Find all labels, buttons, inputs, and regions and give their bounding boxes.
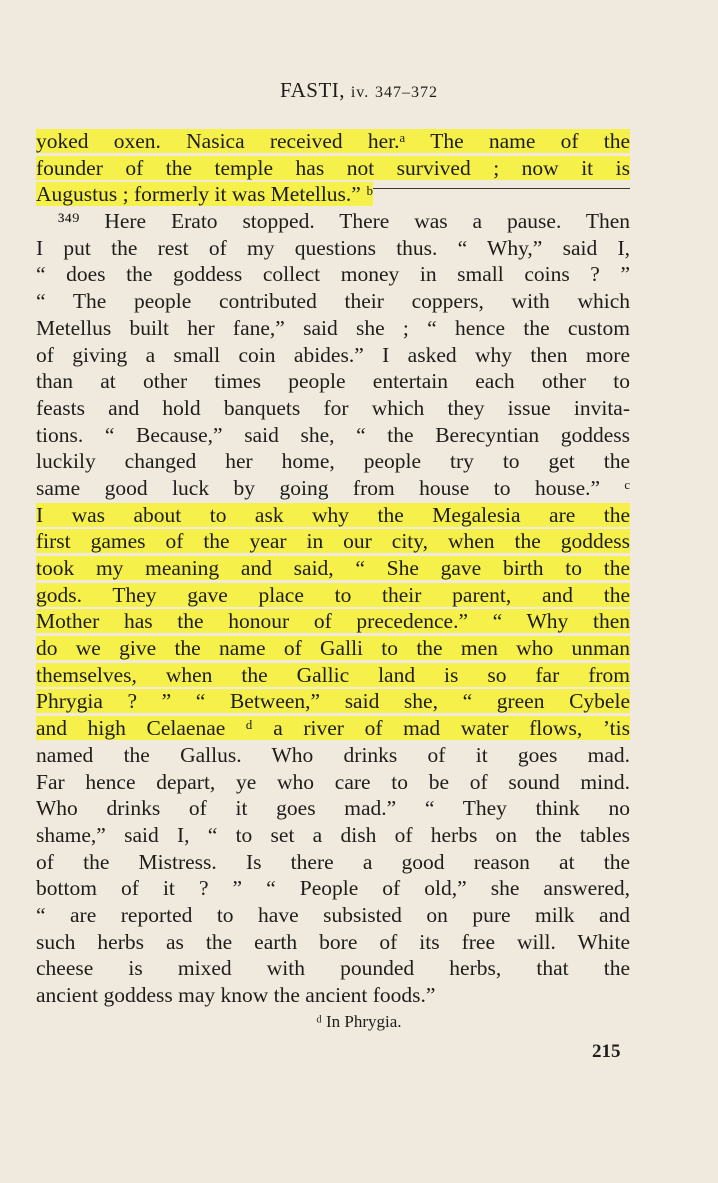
body-line	[36, 502, 630, 529]
body-line: “ does the goddess collect money in small coins ? ”	[36, 262, 630, 287]
highlight: Augustus ; formerly it was Metellus.” ᵇ	[36, 182, 373, 207]
body-line	[36, 688, 630, 715]
body-line	[36, 582, 630, 609]
body-line: Far hence depart, ye who care to be of sound mind.	[36, 769, 630, 794]
body-line: same good luck by going from house to house.” ᶜ	[36, 475, 630, 500]
highlight: themselves, when the Gallic land is so far from	[36, 662, 630, 687]
footnote	[0, 1012, 718, 1032]
body-line	[36, 555, 630, 582]
body-line: shame,” said I, “ to set a dish of herbs on the tables	[36, 822, 630, 847]
highlight: yoked oxen. Nasica received her.ᵃ The name of the	[36, 129, 630, 153]
body-line: “ The people contributed their coppers, with which	[36, 289, 630, 314]
body-line: than at other times people entertain each other to	[36, 369, 630, 394]
page-number: 215	[592, 1041, 621, 1062]
highlight: Phrygia ? ” “ Between,” said she, “ green Cybele	[36, 689, 630, 714]
body-line: bottom of it ? ” “ People of old,” she answered,	[36, 876, 630, 901]
body-line: “ are reported to have subsisted on pure milk and	[36, 902, 630, 927]
body-line	[36, 608, 630, 635]
highlight: do we give the name of Galli to the men who unman	[36, 636, 630, 661]
body-line: named the Gallus. Who drinks of it goes mad.	[36, 742, 630, 767]
header-book: iv.	[350, 84, 370, 101]
highlight: gods. They gave place to their parent, and the	[36, 582, 630, 607]
body-line	[36, 528, 630, 555]
highlight: Mother has the honour of precedence.” “ Why then	[36, 609, 630, 634]
highlight: and high Celaenae ᵈ a river of mad water flows, ’tis	[36, 716, 630, 741]
body-line: cheese is mixed with pounded herbs, that the	[36, 956, 630, 981]
running-header	[0, 78, 718, 103]
body-line: of giving a small coin abides.” I asked why then more	[36, 342, 630, 367]
highlight: I was about to ask why the Megalesia are the	[36, 502, 630, 527]
body-line	[36, 715, 630, 742]
footnote-text: In Phrygia.	[326, 1012, 402, 1031]
body-line: feasts and hold banquets for which they issue invita-	[36, 395, 630, 420]
body-text	[36, 128, 630, 1009]
body-line	[36, 635, 630, 662]
body-line: tions. “ Because,” said she, “ the Berecyntian goddess	[36, 422, 630, 447]
body-line: ³⁴⁹ Here Erato stopped. There was a pause. Then	[58, 209, 630, 234]
body-line: Metellus built her fane,” said she ; “ hence the custom	[36, 315, 630, 340]
body-line: I put the rest of my questions thus. “ Why,” said I,	[36, 235, 630, 260]
body-line	[36, 155, 630, 182]
highlight: first games of the year in our city, when the goddess	[36, 529, 630, 554]
body-line	[36, 662, 630, 689]
header-title: FASTI,	[280, 78, 346, 102]
body-line: such herbs as the earth bore of its free will. White	[36, 929, 630, 954]
header-lines: 347–372	[374, 84, 438, 101]
highlight: took my meaning and said, “ She gave birth to the	[36, 556, 630, 580]
highlight: founder of the temple has not survived ; now it is	[36, 155, 630, 180]
body-line	[36, 128, 630, 155]
body-line: ancient goddess may know the ancient foods.”	[36, 983, 436, 1007]
body-line: luckily changed her home, people try to get the	[36, 449, 630, 474]
body-line: Who drinks of it goes mad.” “ They think no	[36, 796, 630, 821]
footnote-marker: ᵈ	[316, 1012, 322, 1031]
body-line	[36, 181, 630, 208]
body-line: of the Mistress. Is there a good reason at the	[36, 849, 630, 874]
